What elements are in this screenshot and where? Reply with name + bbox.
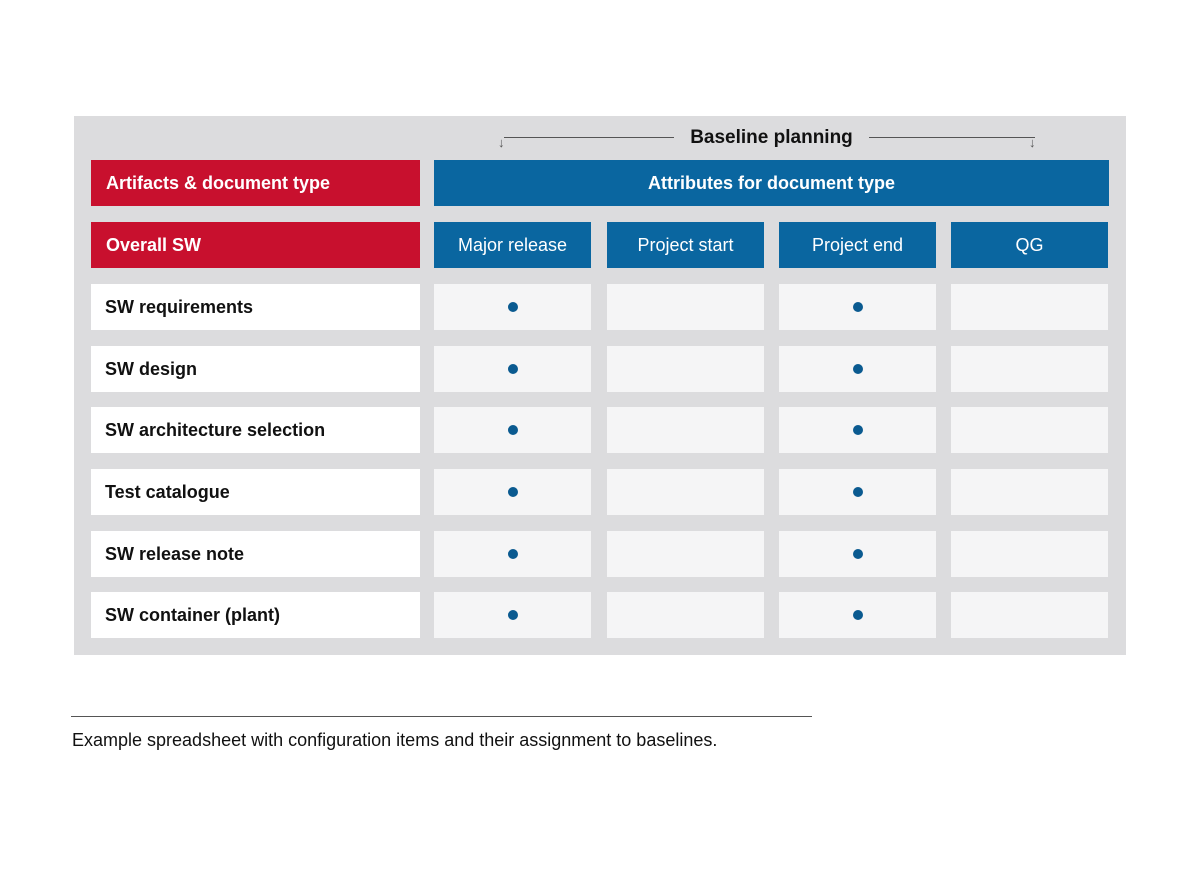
table-cell	[434, 592, 591, 638]
assignment-dot-icon	[508, 549, 518, 559]
assignment-dot-icon	[508, 610, 518, 620]
attributes-header: Attributes for document type	[434, 160, 1109, 206]
table-cell	[607, 531, 764, 577]
table-cell	[607, 407, 764, 453]
table-cell	[951, 346, 1108, 392]
table-cell	[951, 284, 1108, 330]
row-label: Test catalogue	[91, 469, 420, 515]
table-cell	[951, 592, 1108, 638]
column-header: Project end	[779, 222, 936, 268]
arrow-down-left-icon: ↓	[498, 135, 505, 150]
assignment-dot-icon	[853, 549, 863, 559]
column-header: QG	[951, 222, 1108, 268]
table-cell	[779, 407, 936, 453]
row-label: SW container (plant)	[91, 592, 420, 638]
table-cell	[779, 346, 936, 392]
assignment-dot-icon	[853, 425, 863, 435]
table-cell	[434, 407, 591, 453]
table-cell	[779, 284, 936, 330]
baseline-planning-title: Baseline planning	[690, 127, 853, 148]
table-cell	[607, 592, 764, 638]
table-cell	[779, 469, 936, 515]
assignment-dot-icon	[508, 302, 518, 312]
table-cell	[607, 284, 764, 330]
table-cell	[434, 346, 591, 392]
assignment-dot-icon	[508, 487, 518, 497]
group-label-overall-sw: Overall SW	[91, 222, 420, 268]
baseline-planning-header	[431, 127, 1111, 153]
artifacts-header: Artifacts & document type	[91, 160, 420, 206]
row-label: SW requirements	[91, 284, 420, 330]
caption-rule	[71, 716, 812, 717]
assignment-dot-icon	[508, 364, 518, 374]
column-header: Major release	[434, 222, 591, 268]
bracket-line-right	[869, 137, 1035, 138]
table-cell	[434, 469, 591, 515]
table-cell	[434, 531, 591, 577]
table-cell	[951, 469, 1108, 515]
assignment-dot-icon	[508, 425, 518, 435]
figure-caption: Example spreadsheet with configuration items and their assignment to baselines.	[72, 730, 718, 750]
table-cell	[951, 407, 1108, 453]
table-cell	[779, 531, 936, 577]
table-cell	[779, 592, 936, 638]
row-label: SW release note	[91, 531, 420, 577]
row-label: SW design	[91, 346, 420, 392]
table-cell	[607, 469, 764, 515]
column-header: Project start	[607, 222, 764, 268]
table-cell	[607, 346, 764, 392]
assignment-dot-icon	[853, 302, 863, 312]
assignment-dot-icon	[853, 610, 863, 620]
arrow-down-right-icon: ↓	[1029, 135, 1036, 150]
table-cell	[951, 531, 1108, 577]
assignment-dot-icon	[853, 487, 863, 497]
assignment-dot-icon	[853, 364, 863, 374]
bracket-line-left	[504, 137, 674, 138]
row-label: SW architecture selection	[91, 407, 420, 453]
table-cell	[434, 284, 591, 330]
